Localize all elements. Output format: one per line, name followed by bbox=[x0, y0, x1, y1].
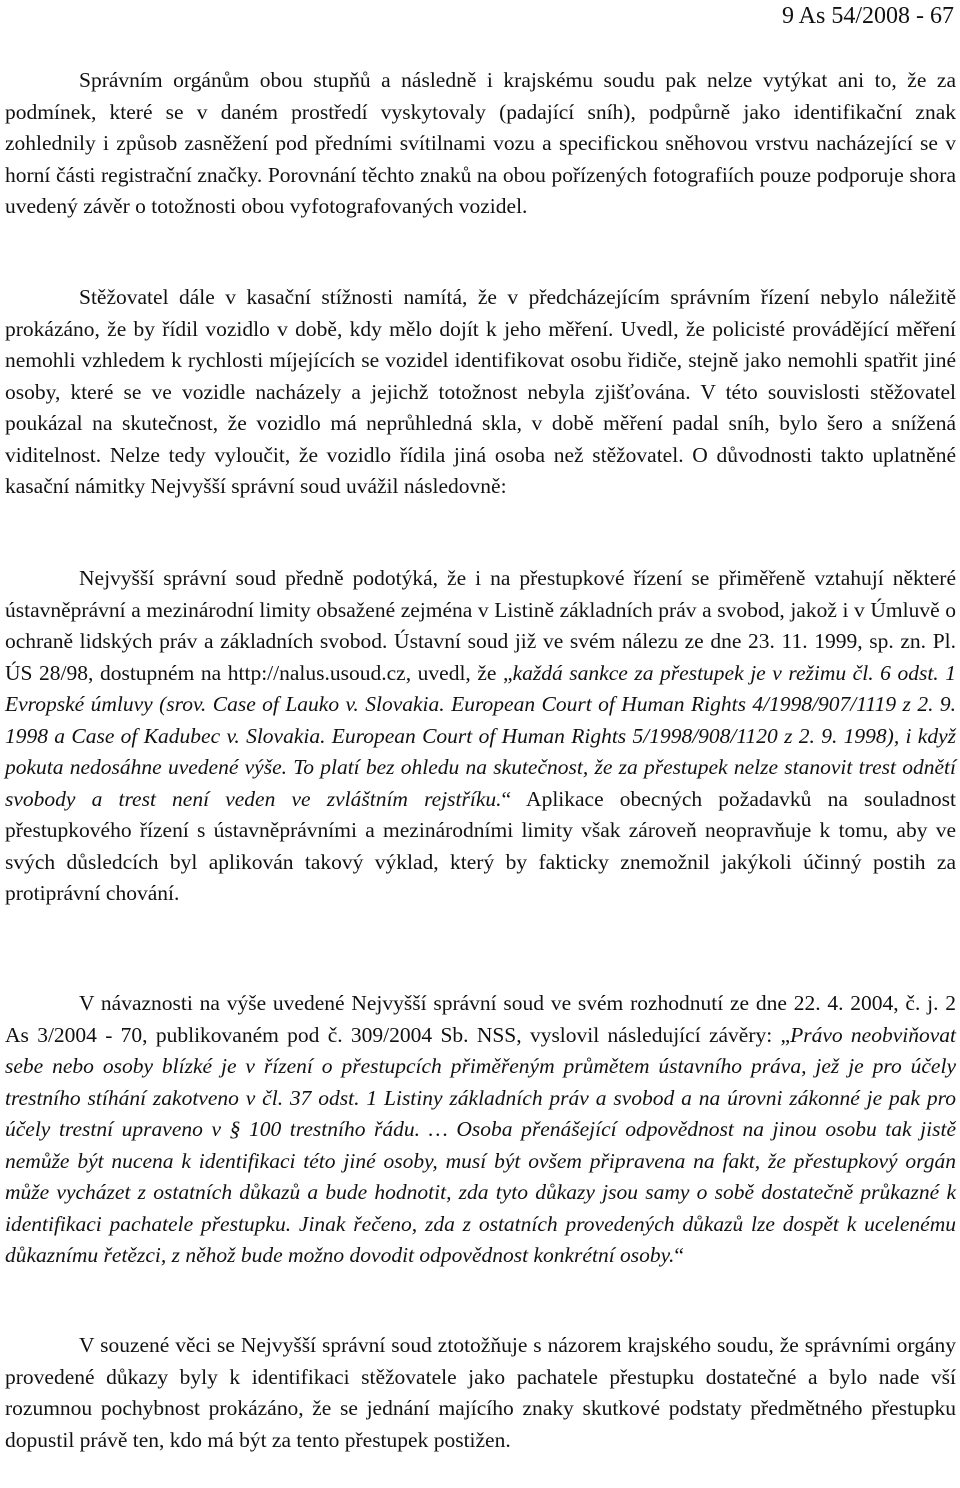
paragraph-4-quote: Právo neobviňovat sebe nebo osoby blízké je v řízení o přestupcích přiměřeným průmětem ústavního práva, jež je pro účely trestního stíhání zakotveno v čl. 37 odst. 1 Listiny základních práv a svobod a na úrovni zákonné je pak pro účely trestní upraveno v § 100 trestního řádu. … Osoba přenášející odpovědnost na jinou osobu tak jistě nemůže být nucena k identifikaci této jiné osoby, musí být ovšem připravena na fakt, že přestupkový orgán může vycházet z ostatních důkazů a bude hodnotit, zda tyto důkazy jsou samy o sobě dostatečně průkazné k identifikaci pachatele přestupku. Jinak řečeno, zda z ostatních provedených důkazů lze dospět k ucelenému důkaznímu řetězci, z něhož bude možno dovodit odpovědnost konkrétní osoby. bbox=[5, 1022, 956, 1267]
paragraph-5: V souzené věci se Nejvyšší správní soud ztotožňuje s názorem krajského soudu, že správními orgány provedené důkazy byly k identifikaci stěžovatele jako pachatele přestupku dostatečné a bylo nade vší rozumnou pochybnost prokázáno, že se jednání majícího znaky skutkové podstaty předmětného přestupku dopustil právě ten, kdo má být za tento přestupek postižen. bbox=[5, 1333, 956, 1452]
paragraph-4 bbox=[5, 988, 956, 1272]
paragraph-3-tail: Aplikace obecných požadavků na souladnost přestupkového řízení s ústavněprávními a mezinárodními limity však zároveň neopravňuje k tomu, aby ve svých důsledcích byl aplikován takový výklad, který by fakticky znemožnil jakýkoli účinný postih za protiprávní chování. bbox=[5, 786, 956, 905]
paragraph-4-lead: V návaznosti na výše uvedené Nejvyšší správní soud ve svém rozhodnutí ze dne 22. 4. 2004, č. j. 2 As 3/2004 - 70, publikovaném pod č. 309/2004 Sb. NSS, vyslovil následující závěry: „ bbox=[5, 991, 956, 1047]
paragraph-3-lead: Nejvyšší správní soud předně podotýká, že i na přestupkové řízení se přiměřeně vztahují některé ústavněprávní a mezinárodní limity obsažené zejména v Listině základních práv a svobod, jakož i v Úmluvě o ochraně lidských práv a základních svobod. Ústavní soud již ve svém nálezu ze dne 23. 11. 1999, sp. zn. Pl. ÚS 28/98, dostupném na http://nalus.usoud.cz, uvedl, že „ bbox=[5, 566, 956, 685]
paragraph-4-close-quote: “ bbox=[674, 1243, 684, 1267]
paragraph-2: Stěžovatel dále v kasační stížnosti namítá, že v předcházejícím správním řízení nebylo náležitě prokázáno, že by řídil vozidlo v době, kdy mělo dojít k jeho měření. Uvedl, že policisté provádějící měření nemohli vzhledem k rychlosti míjejících se vozidel identifikovat osobu řidiče, stejně jako nemohli spatřit jiné osoby, které se ve vozidle nacházely a jejichž totožnost nebyla zjišťována. V této souvislosti stěžovatel poukázal na skutečnost, že vozidlo má neprůhledná skla, v době měření padal sníh, bylo šero a snížená viditelnost. Nelze tedy vyloučit, že vozidlo řídila jiná osoba než stěžovatel. O důvodnosti takto uplatněné kasační námitky Nejvyšší správní soud uvážil následovně: bbox=[5, 285, 956, 498]
document-page bbox=[5, 0, 956, 1488]
paragraph-3-close-quote: “ bbox=[501, 786, 512, 811]
page-reference: 9 As 54/2008 - 67 bbox=[781, 3, 954, 29]
paragraph-3 bbox=[5, 563, 956, 910]
paragraph-3-quote: každá sankce za přestupek je v režimu čl. 6 odst. 1 Evropské úmluvy (srov. Case of Lauko v. Slovakia. European Court of Human Rights 4/1998/907/1119 z 2. 9. 1998 a Case of Kadubec v. Slovakia. European Court of Human Rights 5/1998/908/1120 z 2. 9. 1998), i když pokuta nedosáhne uvedené výše. To platí bez ohledu na skutečnost, že za přestupek nelze stanovit trest odnětí svobody a trest není veden ve zvláštním rejstříku. bbox=[5, 660, 956, 811]
paragraph-1: Správním orgánům obou stupňů a následně i krajskému soudu pak nelze vytýkat ani to, že za podmínek, které se v daném prostředí vyskytovaly (padající sníh), podpůrně jako identifikační znak zohlednily i způsob zasněžení pod předními svítilnami vozu a specifickou sněhovou vrstvu nacházející se v horní části registrační značky. Porovnání těchto znaků na obou pořízených fotografiích pouze podporuje shora uvedený závěr o totožnosti obou vyfotografovaných vozidel. bbox=[5, 68, 956, 218]
